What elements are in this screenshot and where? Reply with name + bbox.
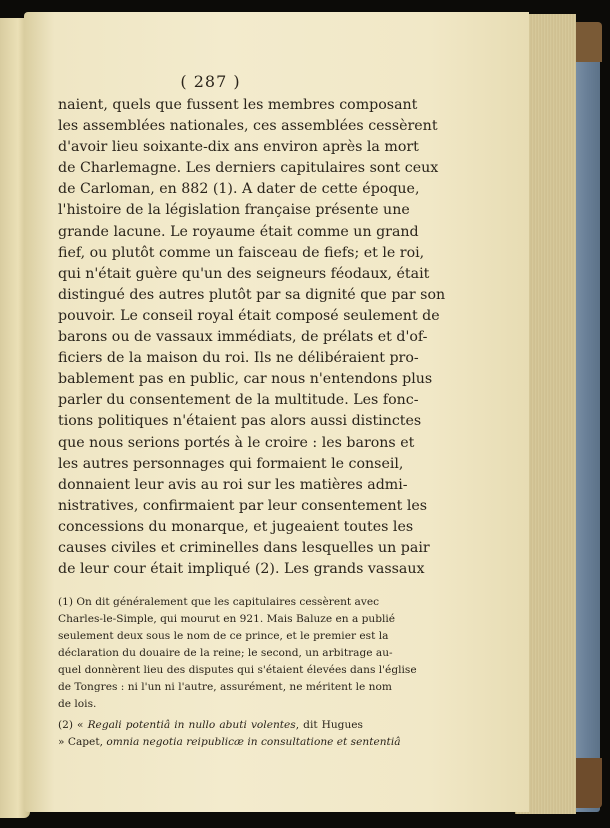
footnote-separator — [58, 580, 363, 594]
footnote-1-line: déclaration du douaire de la reine; le second, un arbitrage au- — [58, 646, 393, 659]
text-line: parler du consentement de la multitude. Les fonc- — [58, 392, 419, 409]
text-line: donnaient leur avis au roi sur les matières admi- — [58, 476, 408, 493]
text-line: ficiers de la maison du roi. Ils ne délibéraient pro- — [58, 350, 419, 367]
text-line: fief, ou plutôt comme un faisceau de fiefs; et le roi, — [58, 244, 425, 261]
footnote-1-line: de Tongres : ni l'un ni l'autre, assurément, ne méritent le nom — [58, 680, 392, 693]
text-line: bablement pas en public, car nous n'entendons plus — [58, 371, 433, 388]
text-line: concessions du monarque, et jugeaient toutes les — [58, 518, 414, 535]
footnote-1-line: Charles-le-Simple, qui mourut en 921. Mais Baluze en a publié — [58, 613, 396, 626]
text-line: de Carloman, en 882 (1). A dater de cette époque, — [58, 181, 420, 198]
footnote-1-line: (1) On dit généralement que les capitulaires cessèrent avec — [58, 596, 380, 609]
text-line: les autres personnages qui formaient le conseil, — [58, 455, 404, 472]
text-line: d'avoir lieu soixante-dix ans environ après la mort — [58, 139, 419, 156]
text-line: l'histoire de la législation française présente une — [58, 202, 410, 219]
text-line: les assemblées nationales, ces assemblées cessèrent — [58, 118, 438, 135]
text-line: distingué des autres plutôt par sa dignité que par son — [58, 286, 446, 303]
footnote-1-line: seulement deux sous le nom de ce prince, et le premier est la — [58, 629, 389, 642]
text-line: nistratives, confirmaient par leur consentement les — [58, 497, 428, 514]
text-line: que nous serions portés à le croire : les barons et — [58, 434, 415, 451]
page-content — [58, 72, 446, 751]
footnote-2-line: (2) « Regali potentiâ in nullo abuti volentes, dit Hugues — [58, 719, 363, 732]
text-line: de leur cour était impliqué (2). Les grands vassaux — [58, 561, 425, 578]
footnote-1-line: quel donnèrent lieu des disputes qui s'étaient élevées dans l'église — [58, 663, 417, 676]
text-line: barons ou de vassaux immédiats, de prélats et d'of- — [58, 329, 428, 346]
text-line: qui n'était guère qu'un des seigneurs féodaux, était — [58, 265, 430, 282]
text-line: pouvoir. Le conseil royal était composé seulement de — [58, 307, 440, 324]
text-line: grande lacune. Le royaume était comme un grand — [58, 223, 419, 240]
main-text — [58, 95, 446, 580]
text-line: naient, quels que fussent les membres composant — [58, 97, 418, 113]
footnote-2 — [58, 717, 401, 751]
text-line: de Charlemagne. Les derniers capitulaires sont ceux — [58, 160, 439, 177]
book-cover-edge — [572, 22, 600, 812]
footnote-2-line: » Capet, omnia negotia reipublicæ in consultatione et sententiâ — [58, 736, 401, 749]
text-line: causes civiles et criminelles dans lesquelles un pair — [58, 539, 430, 556]
footnote-1-line: de lois. — [58, 697, 97, 710]
text-line: tions politiques n'étaient pas alors aussi distinctes — [58, 413, 422, 430]
footnote-1 — [58, 594, 417, 712]
page-number: ( 287 ) — [180, 72, 241, 91]
